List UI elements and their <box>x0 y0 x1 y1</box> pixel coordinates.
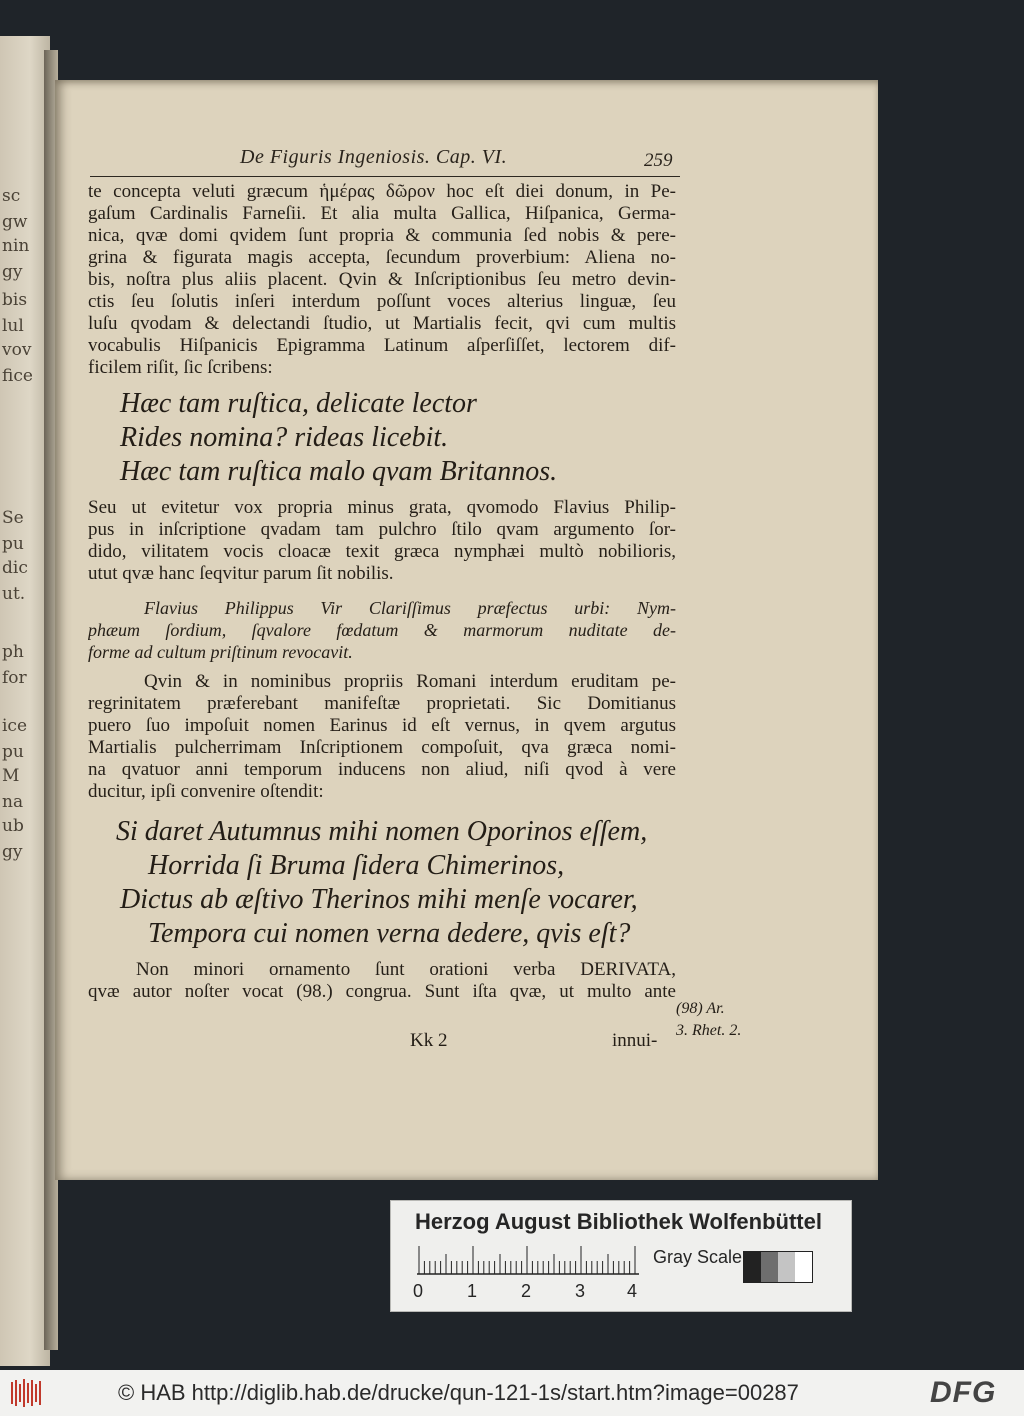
facing-page-fragment: pu <box>2 534 24 554</box>
running-head: De Figuris Ingeniosis. Cap. VI. <box>240 146 508 168</box>
facing-page-fragment: ub <box>2 816 24 836</box>
text-line: utut qvæ hanc ſeqvitur parum ſit nobilis. <box>88 563 394 584</box>
facing-page-fragment: fice <box>2 366 33 386</box>
facing-page-fragment: ice <box>2 716 28 736</box>
verse-line: Hæc tam ruſtica, delicate lector <box>120 388 477 419</box>
text-line: regrinitatem præferebant manifeſtæ proprietati. Sic Domitianus <box>88 693 676 714</box>
verse-line: Rides nomina? rideas licebit. <box>120 422 449 453</box>
text-line: vocabulis Hiſpanicis Epigramma Latinum aſperſiſſet, lectorem dif- <box>88 335 676 356</box>
text-line: qvæ autor noſter vocat (98.) congrua. Sunt iſta qvæ, ut multo ante <box>88 981 676 1002</box>
ruler-scale <box>417 1245 639 1275</box>
text-line: ficilem riſit, ſic ſcribens: <box>88 357 273 378</box>
marginal-note-line: 3. Rhet. 2. <box>676 1022 742 1039</box>
verse-line: Hæc tam ruſtica malo qvam Britannos. <box>120 456 558 487</box>
verse-1 <box>88 387 676 489</box>
facing-page-fragment: na <box>2 792 24 812</box>
inscription-block <box>88 597 676 663</box>
marginal-note <box>676 998 758 1042</box>
verse-line: Dictus ab æſtivo Therinos mihi menſe vocarer, <box>120 884 638 915</box>
facing-page-fragment: Se <box>2 508 24 528</box>
facing-page-fragment: sc <box>2 186 21 206</box>
facing-page-fragment: bis <box>2 290 28 310</box>
text-line: ctis ſeu ſolutis inſeri interdum poſſunt voces alterius linguæ, ſeu <box>88 291 676 312</box>
gray-swatch <box>744 1252 761 1282</box>
facing-page-fragment: pu <box>2 742 24 762</box>
gray-swatch <box>761 1252 778 1282</box>
colour-calibration-card <box>390 1200 852 1312</box>
text-body <box>88 181 676 1003</box>
gray-swatch <box>795 1252 812 1282</box>
facing-page-fragment: ph <box>2 642 24 662</box>
verse-line: Si daret Autumnus mihi nomen Oporinos eſſem, <box>116 816 648 847</box>
inscription-line: Flavius Philippus Vir Clariſſimus præfectus urbi: Nym- <box>144 598 676 618</box>
ruler-number: 1 <box>467 1281 478 1301</box>
verse-2 <box>88 815 676 951</box>
text-line: nica, qvæ domi qvidem ſunt propria & communia ſed nobis & pere- <box>88 225 676 246</box>
footer-bar <box>0 1370 1024 1416</box>
facing-page-fragment: nin <box>2 236 30 256</box>
facing-page-fragment: gy <box>2 262 23 282</box>
copyright-link[interactable]: © HAB http://diglib.hab.de/drucke/qun-121-1s/start.htm?image=00287 <box>118 1380 799 1405</box>
dfg-logo: DFG <box>930 1376 997 1409</box>
library-name: Herzog August Bibliothek Wolfenbüttel <box>415 1209 822 1234</box>
facing-page-fragment: dic <box>2 558 28 578</box>
text-line: ducitur, ipſi convenire oſtendit: <box>88 781 324 802</box>
hab-logo-icon <box>10 1378 42 1408</box>
inscription-line: phæum ſordium, ſqvalore fœdatum & marmorum nuditate de- <box>88 620 676 640</box>
text-line: grina & figurata magis accepta, ſecundum proverbium: Aliena no- <box>88 247 676 268</box>
facing-page-fragment: gw <box>2 212 28 232</box>
paragraph-3 <box>88 671 676 803</box>
page-number: 259 <box>644 150 673 171</box>
text-line: Seu ut evitetur vox propria minus grata, qvomodo Flavius Philip- <box>88 497 676 518</box>
ruler-number: 2 <box>521 1281 532 1301</box>
gray-scale-label: Gray Scale <box>653 1247 743 1267</box>
marginal-note-line: (98) Ar. <box>676 1000 725 1017</box>
text-line: dido, vilitatem vocis cloacæ texit græca nymphæi multò nobilioris, <box>88 541 676 562</box>
facing-page-fragment: lul <box>2 316 24 336</box>
signature-mark: Kk 2 <box>410 1030 448 1051</box>
catchword: innui- <box>612 1030 658 1051</box>
facing-page-fragment: vov <box>2 340 32 360</box>
paragraph-2 <box>88 497 676 585</box>
facing-page-fragment: gy <box>2 842 23 862</box>
facing-page-fragment: ut. <box>2 584 26 604</box>
verse-line: Horrida ſi Bruma ſidera Chimerinos, <box>148 850 565 881</box>
text-line: te concepta veluti græcum ἡμέρας δῶρον hoc eſt diei donum, in Pe- <box>88 181 676 202</box>
ruler-number: 3 <box>575 1281 586 1301</box>
text-line: pus in inſcriptione qvadam tam pulchro ſtilo qvam argumento ſor- <box>88 519 676 540</box>
text-line: luſu qvodam & delectandi ſtudio, ut Martialis fecit, qvi cum multis <box>88 313 676 334</box>
ruler-number: 4 <box>627 1281 638 1301</box>
text-line: na qvatuor anni temporum inducens non aliud, niſi qvod à vere <box>88 759 676 780</box>
header-rule <box>90 176 680 177</box>
paragraph-4 <box>88 959 676 1003</box>
text-line: Qvin & in nominibus propriis Romani interdum eruditam pe- <box>144 671 676 692</box>
inscription-line: forme ad cultum priſtinum revocavit. <box>88 642 353 662</box>
ruler-number: 0 <box>413 1281 424 1301</box>
facing-page-fragment: for <box>2 668 27 688</box>
facing-page-edge <box>0 36 50 1366</box>
text-line: Non minori ornamento ſunt orationi verba DERIVATA, <box>136 959 676 980</box>
gray-scale-swatches <box>743 1251 813 1283</box>
text-line: gaſum Cardinalis Farneſii. Et alia multa Gallica, Hiſpanica, Germa- <box>88 203 676 224</box>
text-line: puero ſuo impoſuit nomen Earinus id eſt vernus, in qvem argutus <box>88 715 676 736</box>
verse-line: Tempora cui nomen verna dedere, qvis eſt? <box>148 918 631 949</box>
paragraph-1 <box>88 181 676 379</box>
text-line: Martialis pulcherrimam Inſcriptionem compoſuit, qva græca nomi- <box>88 737 676 758</box>
facing-page-fragment: M <box>2 766 20 786</box>
gray-swatch <box>778 1252 795 1282</box>
text-line: bis, noſtra plus aliis placent. Qvin & Inſcriptionibus ſeu metro devin- <box>88 269 676 290</box>
